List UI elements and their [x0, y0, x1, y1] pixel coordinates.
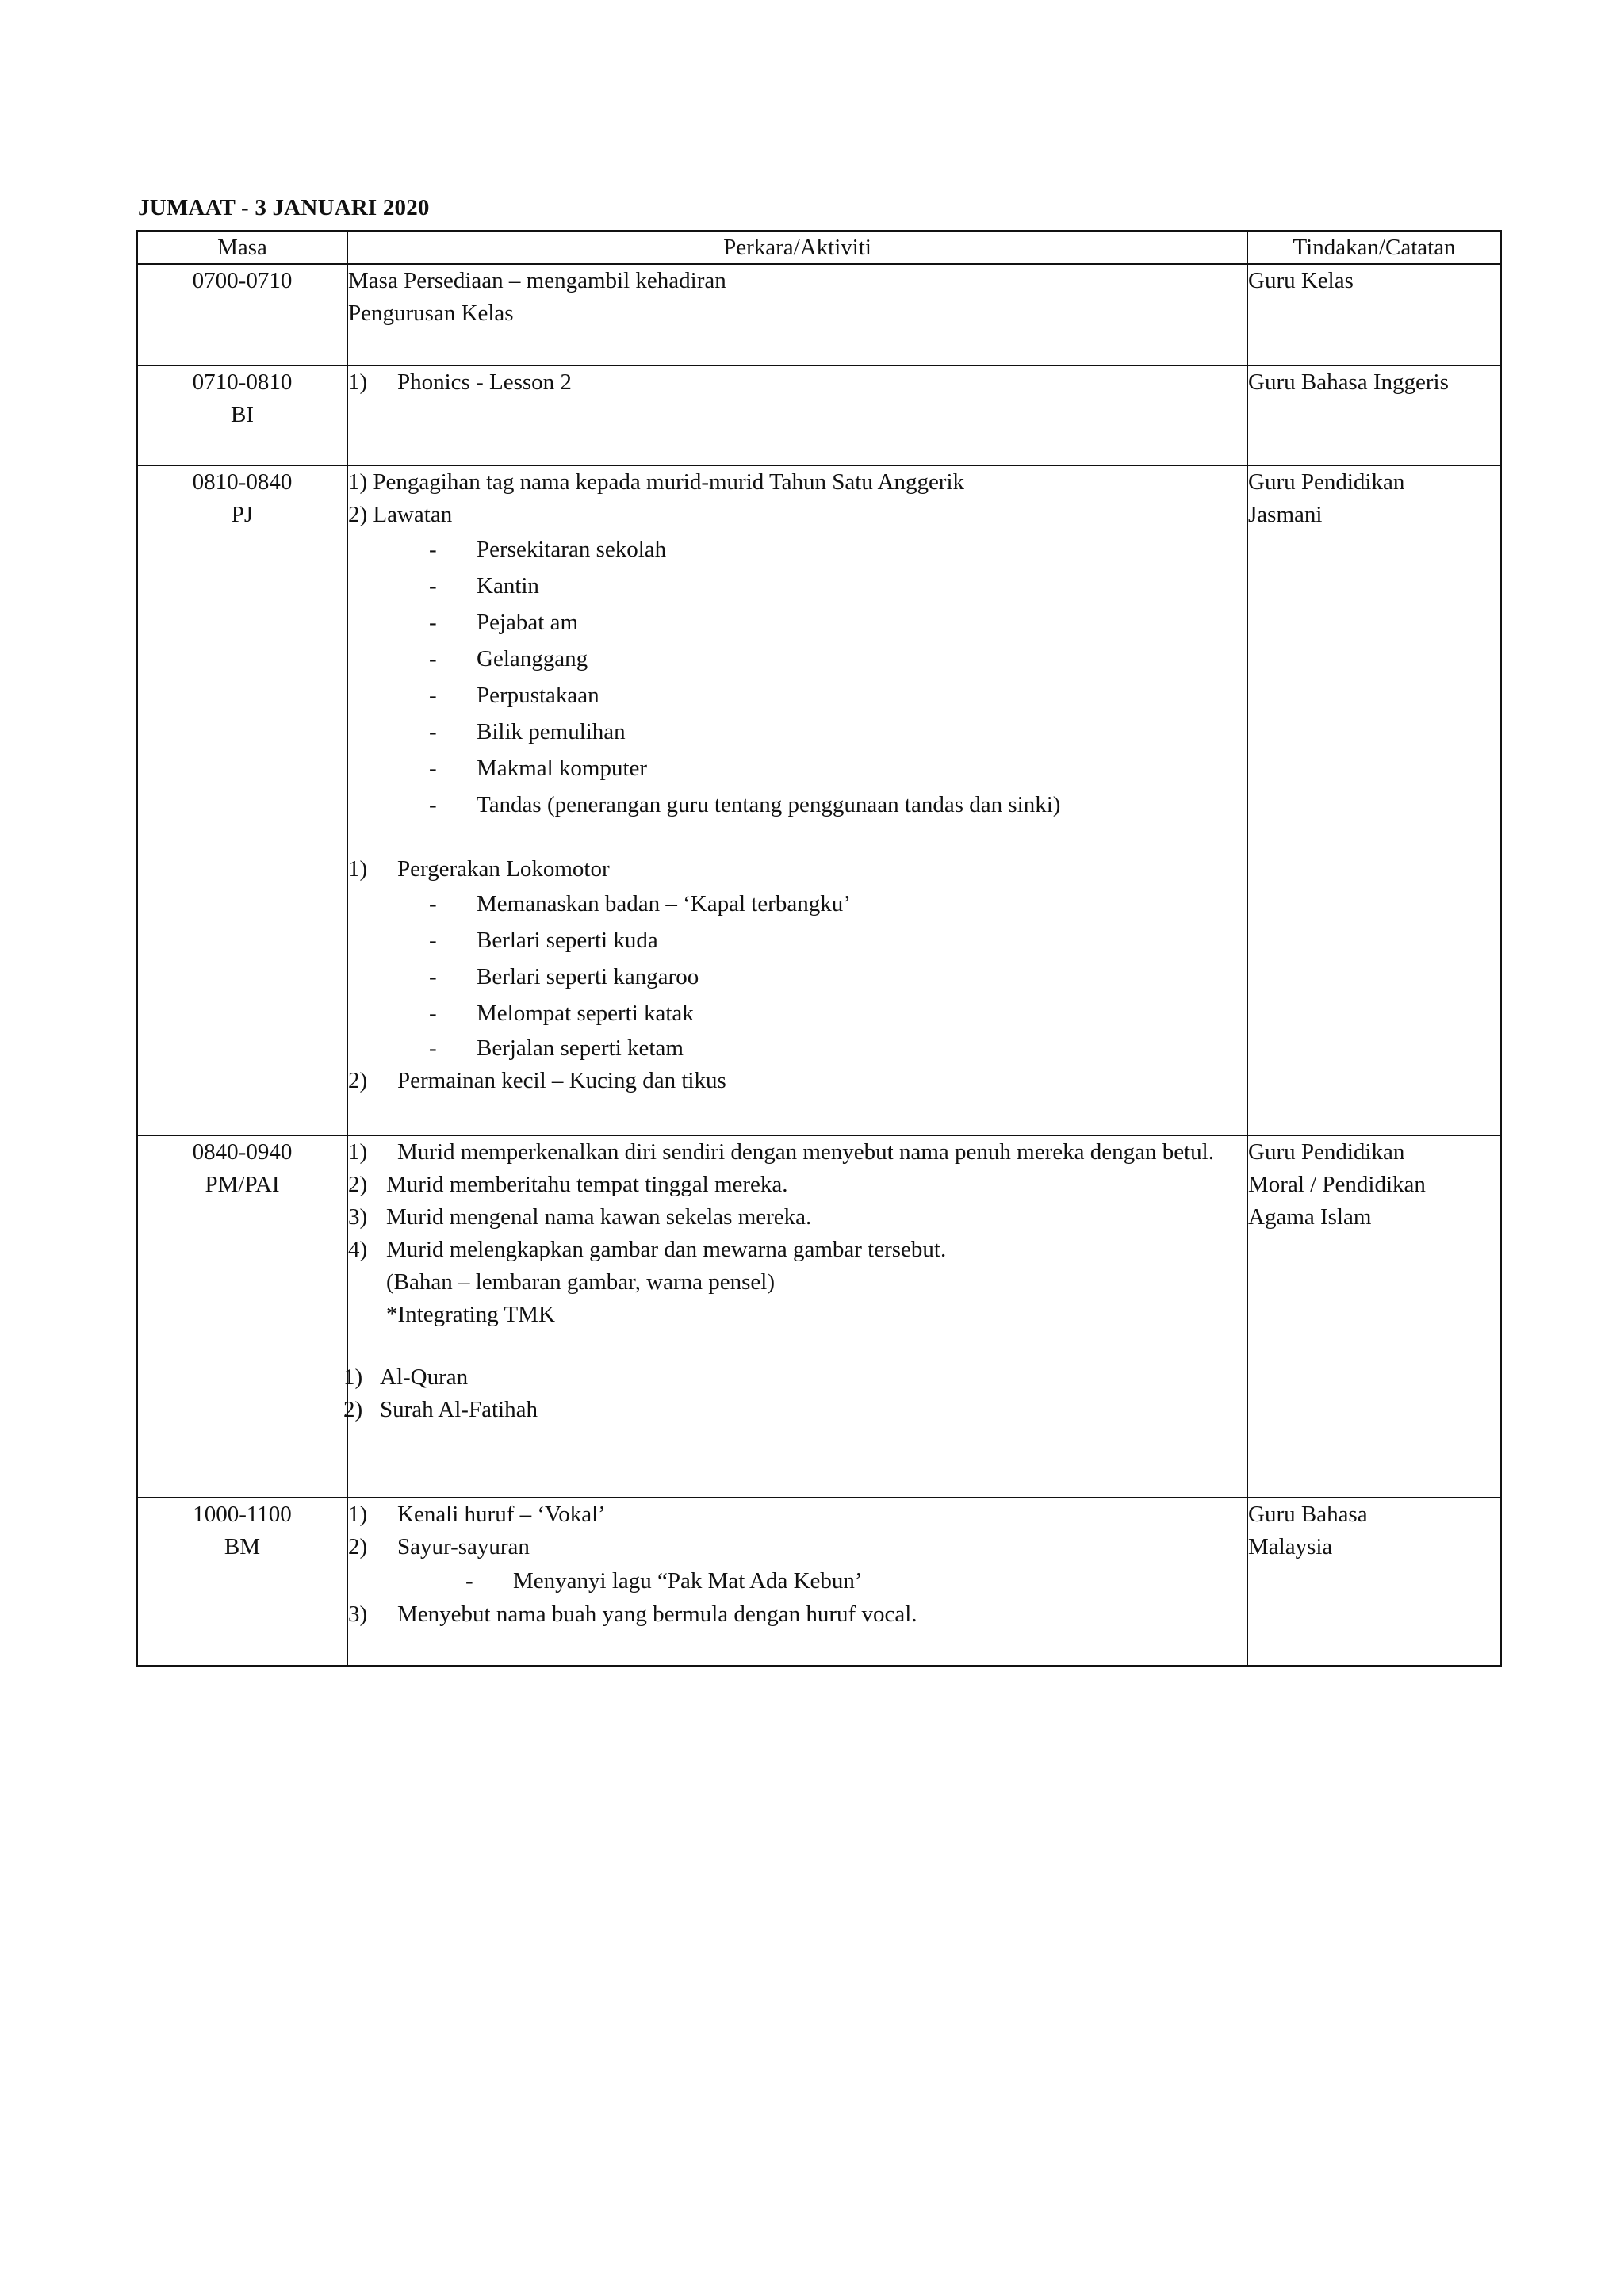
- list-item-text: Memanaskan badan – ‘Kapal terbangku’: [477, 891, 851, 916]
- activity-line: Pengurusan Kelas: [348, 300, 514, 326]
- list-item: [348, 568, 1247, 604]
- item-text: Murid melengkapkan gambar dan mewarna gambar tersebut.: [386, 1237, 947, 1262]
- spacer: [348, 1331, 1247, 1361]
- numbered-item: [348, 1136, 1247, 1169]
- table-row: [137, 365, 1501, 465]
- dash-bullet: -: [429, 792, 437, 817]
- list-item: [348, 750, 1247, 786]
- numbered-item: [348, 1169, 1247, 1201]
- spacer: [348, 823, 1247, 853]
- list-item: [348, 886, 1247, 922]
- subject-code: PM/PAI: [205, 1172, 280, 1197]
- cell-masa: [137, 465, 347, 1135]
- item-text: Sayur-sayuran: [397, 1534, 530, 1559]
- lokomotor-list: [348, 886, 1247, 1065]
- list-item: [348, 995, 1247, 1031]
- time-slot: 1000-1100: [193, 1502, 292, 1527]
- list-item: [348, 641, 1247, 677]
- subject-code: BM: [224, 1534, 261, 1559]
- schedule-table: [136, 230, 1502, 1667]
- time-slot: 0840-0940: [192, 1139, 293, 1165]
- item-text: Murid memperkenalkan diri sendiri dengan menyebut nama penuh mereka dengan betul.: [397, 1139, 1214, 1165]
- dash-bullet: -: [429, 683, 437, 708]
- item-text: Surah Al-Fatihah: [380, 1397, 538, 1422]
- dash-bullet: -: [429, 719, 437, 744]
- item-number: 1): [343, 1364, 363, 1390]
- activity-line: 1) Pengagihan tag nama kepada murid-murid Tahun Satu Anggerik: [348, 469, 965, 495]
- cell-aktiviti: [347, 465, 1247, 1135]
- cell-masa: [137, 1498, 347, 1666]
- item-number: 3): [348, 1204, 368, 1230]
- cell-masa: [137, 365, 347, 465]
- list-item-text: Pejabat am: [477, 610, 579, 635]
- subject-code: PJ: [231, 502, 254, 527]
- subject-code: BI: [231, 402, 254, 427]
- table-row: [137, 1135, 1501, 1498]
- item-text: Phonics - Lesson 2: [397, 369, 572, 395]
- teacher-label: Agama Islam: [1248, 1204, 1372, 1230]
- list-item: [348, 677, 1247, 714]
- numbered-item: [348, 1531, 1247, 1563]
- teacher-label: Guru Kelas: [1248, 268, 1354, 293]
- list-item-text: Gelanggang: [477, 646, 588, 672]
- dash-bullet: -: [465, 1568, 473, 1594]
- list-item-text: Tandas (penerangan guru tentang penggunaan tandas dan sinki): [477, 792, 1061, 817]
- numbered-item: [343, 1361, 1247, 1394]
- dash-bullet: -: [429, 756, 437, 781]
- table-row: [137, 1498, 1501, 1666]
- cell-aktiviti: [347, 365, 1247, 465]
- activity-line: 2) Lawatan: [348, 502, 453, 527]
- item-number: 1): [348, 1139, 368, 1165]
- table-row: [137, 264, 1501, 365]
- item-number: 2): [348, 1534, 368, 1559]
- teacher-label: Moral / Pendidikan: [1248, 1172, 1426, 1197]
- teacher-label: Guru Pendidikan: [1248, 1139, 1405, 1165]
- header-masa: Masa: [137, 231, 347, 264]
- item-text: Menyebut nama buah yang bermula dengan huruf vocal.: [397, 1601, 917, 1627]
- item-text: Permainan kecil – Kucing dan tikus: [397, 1068, 726, 1093]
- list-item-text: Perpustakaan: [477, 683, 599, 708]
- item-number: 2): [348, 1068, 368, 1093]
- lawatan-list: [348, 531, 1247, 823]
- teacher-label: Guru Bahasa Inggeris: [1248, 369, 1449, 395]
- cell-aktiviti: [343, 1135, 1247, 1498]
- cell-catatan: [1247, 1135, 1501, 1498]
- note-line: (Bahan – lembaran gambar, warna pensel): [386, 1269, 776, 1295]
- item-number: 3): [348, 1601, 368, 1627]
- list-item-text: Persekitaran sekolah: [477, 537, 667, 562]
- list-item-text: Bilik pemulihan: [477, 719, 626, 744]
- teacher-label: Malaysia: [1248, 1534, 1333, 1559]
- item-number: 1): [348, 369, 368, 395]
- cell-catatan: [1247, 264, 1501, 365]
- numbered-item: [348, 1598, 1247, 1631]
- numbered-item: [348, 1201, 1247, 1234]
- numbered-item: [348, 1498, 1247, 1531]
- item-text: Al-Quran: [380, 1364, 469, 1390]
- table-header-row: [137, 231, 1501, 264]
- item-number: 4): [348, 1237, 368, 1262]
- time-slot: 0700-0710: [192, 268, 293, 293]
- dash-bullet: -: [429, 646, 437, 672]
- note-line: *Integrating TMK: [386, 1302, 555, 1327]
- list-item: [348, 786, 1247, 823]
- list-item-text: Makmal komputer: [477, 756, 648, 781]
- numbered-item: [343, 1394, 1247, 1426]
- header-catatan: Tindakan/Catatan: [1247, 231, 1501, 264]
- dash-bullet: -: [429, 537, 437, 562]
- dash-bullet: -: [429, 1001, 437, 1026]
- cell-catatan: [1247, 365, 1501, 465]
- teacher-label: Guru Pendidikan: [1248, 469, 1405, 495]
- header-aktiviti: Perkara/Aktiviti: [347, 231, 1247, 264]
- time-slot: 0710-0810: [192, 369, 293, 395]
- list-item: [348, 922, 1247, 959]
- teacher-label: Guru Bahasa: [1248, 1502, 1368, 1527]
- numbered-item: [348, 1065, 1247, 1097]
- dash-bullet: -: [429, 964, 437, 989]
- item-text: Murid memberitahu tempat tinggal mereka.: [386, 1172, 788, 1197]
- list-item-text: Melompat seperti katak: [477, 1001, 694, 1026]
- cell-aktiviti: [347, 1498, 1247, 1666]
- list-item-text: Berlari seperti kuda: [477, 928, 658, 953]
- dash-bullet: -: [429, 610, 437, 635]
- list-item: [348, 1563, 1247, 1598]
- item-text: Murid mengenal nama kawan sekelas mereka.: [386, 1204, 812, 1230]
- list-item: [348, 531, 1247, 568]
- list-item: [348, 1031, 1247, 1065]
- numbered-item: [348, 366, 1247, 399]
- numbered-item: [348, 1234, 1247, 1266]
- teacher-label: Jasmani: [1248, 502, 1323, 527]
- dash-bullet: -: [429, 573, 437, 599]
- list-item-text: Menyanyi lagu “Pak Mat Ada Kebun’: [513, 1568, 863, 1594]
- dash-bullet: -: [429, 891, 437, 916]
- list-item-text: Berjalan seperti ketam: [477, 1035, 684, 1061]
- cell-catatan: [1247, 465, 1501, 1135]
- time-slot: 0810-0840: [192, 469, 293, 495]
- page-title: JUMAAT - 3 JANUARI 2020: [138, 195, 430, 220]
- list-item: [348, 714, 1247, 750]
- cell-aktiviti: [347, 264, 1247, 365]
- item-number: 2): [343, 1397, 363, 1422]
- list-item-text: Kantin: [477, 573, 539, 599]
- item-text: Kenali huruf – ‘Vokal’: [397, 1502, 606, 1527]
- item-number: 1): [348, 1502, 368, 1527]
- list-item: [348, 959, 1247, 995]
- activity-line: Masa Persediaan – mengambil kehadiran: [348, 268, 726, 293]
- table-row: [137, 465, 1501, 1135]
- item-number: 2): [348, 1172, 368, 1197]
- item-number: 1): [348, 856, 368, 882]
- list-item-text: Berlari seperti kangaroo: [477, 964, 699, 989]
- cell-masa: [137, 1135, 347, 1498]
- cell-catatan: [1247, 1498, 1501, 1666]
- dash-bullet: -: [429, 1035, 437, 1061]
- list-item: [348, 604, 1247, 641]
- cell-masa: [137, 264, 347, 365]
- item-text: Pergerakan Lokomotor: [397, 856, 610, 882]
- dash-bullet: -: [429, 928, 437, 953]
- numbered-item: [348, 853, 1247, 886]
